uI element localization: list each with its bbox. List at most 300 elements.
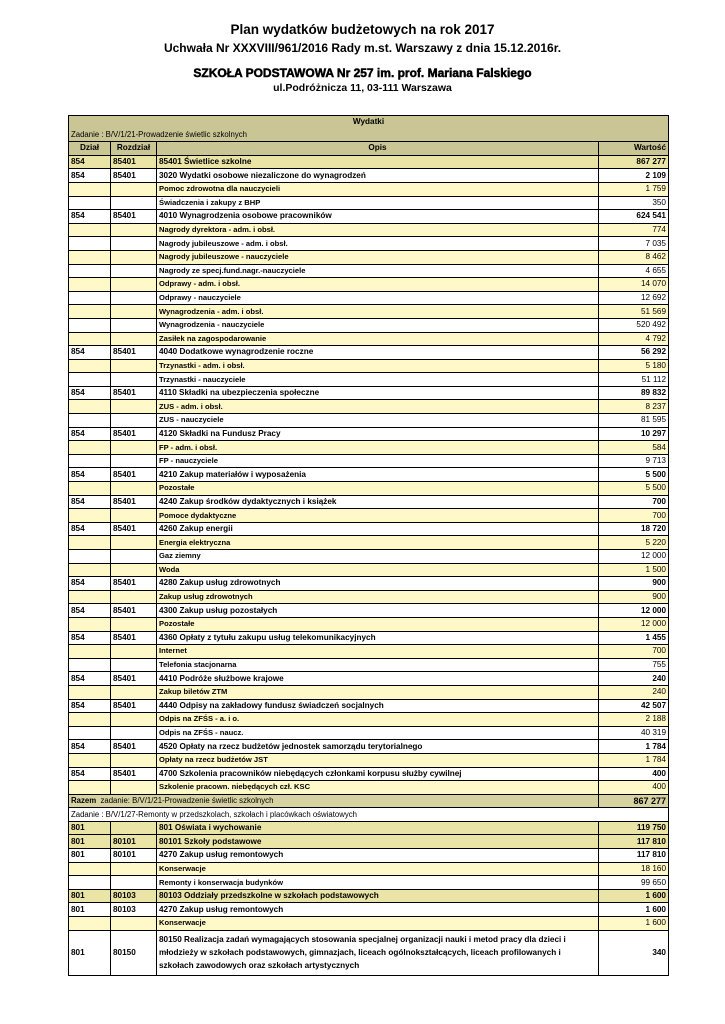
table-row — [69, 590, 669, 604]
cell-rozdzial — [111, 414, 157, 428]
cell-wartosc: 240 — [599, 685, 669, 699]
cell-dzial — [69, 876, 111, 890]
total-word: Razem — [71, 795, 97, 805]
cell-opis: 4260 Zakup energii — [157, 522, 599, 536]
cell-wartosc: 5 500 — [599, 482, 669, 496]
cell-dzial: 854 — [69, 577, 111, 591]
cell-opis: Energia elektryczna — [157, 536, 599, 550]
table-row — [69, 454, 669, 468]
school-name: SZKOŁA PODSTAWOWA Nr 257 im. prof. Mariana Falskiego — [193, 66, 532, 80]
cell-opis: Zakup usług zdrowotnych — [157, 590, 599, 604]
cell-wartosc: 117 810 — [599, 835, 669, 849]
table-title-row — [69, 116, 669, 129]
cell-wartosc: 700 — [599, 509, 669, 523]
cell-dzial: 801 — [69, 835, 111, 849]
cell-wartosc: 1 600 — [599, 917, 669, 931]
cell-dzial — [69, 862, 111, 876]
task-label: Zadanie : B/V/1/27-Remonty w przedszkolach, szkołach i placówkach oświatowych — [69, 808, 669, 822]
cell-rozdzial: 80150 — [111, 930, 157, 975]
cell-rozdzial: 80101 — [111, 849, 157, 863]
cell-dzial — [69, 658, 111, 672]
table-title: Wydatki — [69, 116, 669, 129]
cell-rozdzial: 80103 — [111, 889, 157, 903]
cell-wartosc: 12 000 — [599, 617, 669, 631]
cell-opis: Telefonia stacjonarna — [157, 658, 599, 672]
table-row — [69, 346, 669, 360]
task-row — [69, 129, 669, 142]
cell-dzial: 854 — [69, 699, 111, 713]
cell-dzial: 854 — [69, 210, 111, 224]
cell-opis: 4110 Składki na ubezpieczenia społeczne — [157, 386, 599, 400]
cell-dzial — [69, 563, 111, 577]
cell-wartosc: 1 784 — [599, 753, 669, 767]
cell-rozdzial — [111, 441, 157, 455]
cell-rozdzial: 85401 — [111, 495, 157, 509]
table-row — [69, 332, 669, 346]
cell-wartosc: 700 — [599, 495, 669, 509]
cell-wartosc: 12 692 — [599, 291, 669, 305]
table-row — [69, 862, 669, 876]
cell-opis: Szkolenie pracown. niebędących czł. KSC — [157, 781, 599, 795]
table-row — [69, 550, 669, 564]
cell-rozdzial: 85401 — [111, 604, 157, 618]
cell-opis: Odpis na ZFŚS - naucz. — [157, 726, 599, 740]
cell-dzial: 854 — [69, 346, 111, 360]
cell-dzial — [69, 291, 111, 305]
cell-dzial: 801 — [69, 889, 111, 903]
cell-wartosc: 5 220 — [599, 536, 669, 550]
cell-rozdzial: 85401 — [111, 522, 157, 536]
table-row — [69, 617, 669, 631]
cell-dzial: 801 — [69, 849, 111, 863]
cell-wartosc: 340 — [599, 930, 669, 975]
cell-dzial — [69, 332, 111, 346]
cell-dzial: 854 — [69, 427, 111, 441]
cell-dzial — [69, 223, 111, 237]
table-row — [69, 536, 669, 550]
cell-wartosc: 755 — [599, 658, 669, 672]
cell-wartosc: 400 — [599, 767, 669, 781]
cell-dzial — [69, 917, 111, 931]
cell-wartosc: 2 188 — [599, 713, 669, 727]
table-row — [69, 903, 669, 917]
table-row — [69, 740, 669, 754]
cell-rozdzial: 85401 — [111, 155, 157, 169]
cell-dzial — [69, 645, 111, 659]
cell-opis: Trzynastki - adm. i obsł. — [157, 359, 599, 373]
cell-opis: FP - nauczyciele — [157, 454, 599, 468]
cell-wartosc: 56 292 — [599, 346, 669, 360]
cell-rozdzial — [111, 781, 157, 795]
cell-wartosc: 4 792 — [599, 332, 669, 346]
cell-opis: Odprawy - adm. i obsł. — [157, 278, 599, 292]
cell-dzial — [69, 414, 111, 428]
cell-rozdzial — [111, 237, 157, 251]
cell-rozdzial: 85401 — [111, 346, 157, 360]
cell-wartosc: 12 000 — [599, 550, 669, 564]
cell-opis: 4360 Opłaty z tytułu zakupu usług telekomunikacyjnych — [157, 631, 599, 645]
cell-opis: 4210 Zakup materiałów i wyposażenia — [157, 468, 599, 482]
cell-dzial: 854 — [69, 468, 111, 482]
cell-wartosc: 900 — [599, 590, 669, 604]
cell-opis: 4300 Zakup usług pozostałych — [157, 604, 599, 618]
cell-opis: 80103 Oddziały przedszkolne w szkołach podstawowych — [157, 889, 599, 903]
cell-dzial: 854 — [69, 604, 111, 618]
cell-rozdzial — [111, 250, 157, 264]
cell-rozdzial: 85401 — [111, 468, 157, 482]
cell-rozdzial: 85401 — [111, 767, 157, 781]
cell-rozdzial — [111, 332, 157, 346]
cell-dzial: 854 — [69, 672, 111, 686]
school-address: ul.Podróżnicza 11, 03-111 Warszawa — [273, 82, 452, 94]
task-row — [69, 808, 669, 822]
cell-dzial — [69, 536, 111, 550]
table-row — [69, 264, 669, 278]
table-row — [69, 468, 669, 482]
cell-wartosc: 700 — [599, 645, 669, 659]
table-row — [69, 237, 669, 251]
table-row — [69, 386, 669, 400]
cell-rozdzial: 85401 — [111, 169, 157, 183]
table-row — [69, 876, 669, 890]
cell-dzial: 854 — [69, 169, 111, 183]
cell-wartosc: 8 462 — [599, 250, 669, 264]
cell-dzial: 801 — [69, 821, 111, 835]
cell-opis: 80150 Realizacja zadań wymagających stosowania specjalnej organizacji nauki i metod pracy dla dzieci i młodzieży w szkołach podstawowych, gimnazjach, liceach ogólnokształcących, liceach profilowanych i szkołach zawodowych oraz szkołach artystycznych — [157, 930, 599, 975]
cell-dzial — [69, 685, 111, 699]
cell-wartosc: 10 297 — [599, 427, 669, 441]
cell-opis: Świadczenia i zakupy z BHP — [157, 196, 599, 210]
cell-opis: 4040 Dodatkowe wynagrodzenie roczne — [157, 346, 599, 360]
cell-wartosc: 774 — [599, 223, 669, 237]
cell-dzial: 854 — [69, 631, 111, 645]
cell-wartosc: 1 500 — [599, 563, 669, 577]
cell-wartosc: 9 713 — [599, 454, 669, 468]
cell-dzial: 854 — [69, 495, 111, 509]
table-row — [69, 699, 669, 713]
cell-opis: Gaz ziemny — [157, 550, 599, 564]
cell-rozdzial: 85401 — [111, 210, 157, 224]
cell-dzial — [69, 318, 111, 332]
cell-opis: FP - adm. i obsł. — [157, 441, 599, 455]
cell-dzial — [69, 196, 111, 210]
cell-dzial — [69, 590, 111, 604]
cell-opis: ZUS - nauczyciele — [157, 414, 599, 428]
cell-wartosc: 4 655 — [599, 264, 669, 278]
cell-dzial — [69, 373, 111, 387]
cell-opis: 4440 Odpisy na zakładowy fundusz świadczeń socjalnych — [157, 699, 599, 713]
cell-opis: Konserwacje — [157, 917, 599, 931]
cell-opis: Konserwacje — [157, 862, 599, 876]
cell-opis: 3020 Wydatki osobowe niezaliczone do wynagrodzeń — [157, 169, 599, 183]
cell-wartosc: 119 750 — [599, 821, 669, 835]
cell-rozdzial: 85401 — [111, 672, 157, 686]
cell-rozdzial — [111, 821, 157, 835]
cell-wartosc: 1 600 — [599, 903, 669, 917]
cell-opis: Odprawy - nauczyciele — [157, 291, 599, 305]
cell-rozdzial — [111, 223, 157, 237]
cell-opis: 80101 Szkoły podstawowe — [157, 835, 599, 849]
cell-opis: Pozostałe — [157, 482, 599, 496]
table-row — [69, 631, 669, 645]
cell-dzial — [69, 454, 111, 468]
cell-opis: Nagrody jubileuszowe - nauczyciele — [157, 250, 599, 264]
table-row — [69, 726, 669, 740]
table-row — [69, 563, 669, 577]
cell-dzial — [69, 182, 111, 196]
cell-wartosc: 42 507 — [599, 699, 669, 713]
cell-wartosc: 1 600 — [599, 889, 669, 903]
table-row — [69, 414, 669, 428]
cell-opis: Pomoce dydaktyczne — [157, 509, 599, 523]
cell-rozdzial — [111, 196, 157, 210]
cell-rozdzial: 85401 — [111, 386, 157, 400]
cell-rozdzial — [111, 658, 157, 672]
cell-opis: ZUS - adm. i obsł. — [157, 400, 599, 414]
cell-opis: Trzynastki - nauczyciele — [157, 373, 599, 387]
table-row — [69, 359, 669, 373]
cell-rozdzial — [111, 917, 157, 931]
column-header-rozdzial: Rozdział — [111, 142, 157, 156]
cell-dzial — [69, 509, 111, 523]
cell-wartosc: 1 455 — [599, 631, 669, 645]
cell-dzial — [69, 278, 111, 292]
cell-wartosc: 350 — [599, 196, 669, 210]
cell-dzial — [69, 441, 111, 455]
cell-opis: 4410 Podróże służbowe krajowe — [157, 672, 599, 686]
table-row — [69, 169, 669, 183]
cell-wartosc: 240 — [599, 672, 669, 686]
cell-opis: 4010 Wynagrodzenia osobowe pracowników — [157, 210, 599, 224]
cell-opis: Zasiłek na zagospodarowanie — [157, 332, 599, 346]
cell-opis: Opłaty na rzecz budżetów JST — [157, 753, 599, 767]
cell-rozdzial — [111, 726, 157, 740]
table-row — [69, 250, 669, 264]
table-row — [69, 917, 669, 931]
table-row — [69, 713, 669, 727]
table-row — [69, 400, 669, 414]
cell-wartosc: 18 720 — [599, 522, 669, 536]
cell-wartosc: 5 500 — [599, 468, 669, 482]
cell-rozdzial: 85401 — [111, 740, 157, 754]
cell-opis: Zakup biletów ZTM — [157, 685, 599, 699]
cell-opis: Internet — [157, 645, 599, 659]
cell-dzial: 854 — [69, 155, 111, 169]
cell-opis: 4280 Zakup usług zdrowotnych — [157, 577, 599, 591]
cell-rozdzial — [111, 454, 157, 468]
cell-opis: 4520 Opłaty na rzecz budżetów jednostek samorządu terytorialnego — [157, 740, 599, 754]
table-row — [69, 604, 669, 618]
cell-wartosc: 99 650 — [599, 876, 669, 890]
table-row — [69, 930, 669, 975]
cell-rozdzial — [111, 482, 157, 496]
table-row — [69, 781, 669, 795]
cell-dzial: 854 — [69, 740, 111, 754]
table-row — [69, 522, 669, 536]
cell-dzial — [69, 713, 111, 727]
cell-rozdzial — [111, 400, 157, 414]
expenditure-table — [68, 115, 669, 976]
cell-wartosc: 900 — [599, 577, 669, 591]
table-row — [69, 155, 669, 169]
total-text: zadanie: B/V/1/21-Prowadzenie świetlic szkolnych — [100, 795, 274, 805]
cell-dzial: 854 — [69, 767, 111, 781]
table-row — [69, 753, 669, 767]
cell-wartosc: 8 237 — [599, 400, 669, 414]
cell-rozdzial — [111, 318, 157, 332]
cell-wartosc: 2 109 — [599, 169, 669, 183]
cell-wartosc: 40 319 — [599, 726, 669, 740]
cell-dzial — [69, 400, 111, 414]
cell-rozdzial — [111, 509, 157, 523]
table-row — [69, 672, 669, 686]
cell-opis: 801 Oświata i wychowanie — [157, 821, 599, 835]
cell-rozdzial — [111, 291, 157, 305]
cell-wartosc: 400 — [599, 781, 669, 795]
cell-opis: Odpis na ZFŚS - a. i o. — [157, 713, 599, 727]
table-row — [69, 318, 669, 332]
cell-rozdzial: 80103 — [111, 903, 157, 917]
cell-opis: 4120 Składki na Fundusz Pracy — [157, 427, 599, 441]
cell-rozdzial — [111, 590, 157, 604]
cell-rozdzial — [111, 617, 157, 631]
table-row — [69, 645, 669, 659]
cell-rozdzial — [111, 264, 157, 278]
column-header-wartosc: Wartość — [599, 142, 669, 156]
table-row — [69, 223, 669, 237]
column-header-row — [69, 142, 669, 156]
cell-wartosc: 12 000 — [599, 604, 669, 618]
table-row — [69, 291, 669, 305]
cell-rozdzial — [111, 563, 157, 577]
cell-rozdzial: 85401 — [111, 699, 157, 713]
cell-dzial — [69, 305, 111, 319]
cell-opis: Nagrody ze specj.fund.nagr.-nauczyciele — [157, 264, 599, 278]
cell-wartosc: 18 160 — [599, 862, 669, 876]
cell-wartosc: 51 569 — [599, 305, 669, 319]
column-header-dzial: Dział — [69, 142, 111, 156]
table-row — [69, 767, 669, 781]
cell-dzial: 801 — [69, 903, 111, 917]
table-row — [69, 889, 669, 903]
table-row — [69, 849, 669, 863]
cell-opis: Nagrody jubileuszowe - adm. i obsł. — [157, 237, 599, 251]
total-value: 867 277 — [599, 794, 669, 808]
plan-title: Plan wydatków budżetowych na rok 2017 — [230, 22, 495, 37]
cell-dzial — [69, 617, 111, 631]
table-row — [69, 196, 669, 210]
resolution-line: Uchwała Nr XXXVIII/961/2016 Rady m.st. Warszawy z dnia 15.12.2016r. — [163, 41, 562, 55]
cell-dzial — [69, 359, 111, 373]
cell-opis: Nagrody dyrektora - adm. i obsł. — [157, 223, 599, 237]
cell-wartosc: 1 759 — [599, 182, 669, 196]
cell-rozdzial: 80101 — [111, 835, 157, 849]
cell-opis: Wynagrodzenia - adm. i obsł. — [157, 305, 599, 319]
cell-wartosc: 867 277 — [599, 155, 669, 169]
cell-dzial — [69, 726, 111, 740]
cell-wartosc: 14 070 — [599, 278, 669, 292]
cell-rozdzial — [111, 753, 157, 767]
cell-rozdzial — [111, 182, 157, 196]
cell-wartosc: 1 784 — [599, 740, 669, 754]
table-row — [69, 658, 669, 672]
cell-rozdzial — [111, 876, 157, 890]
cell-rozdzial — [111, 713, 157, 727]
cell-wartosc: 81 595 — [599, 414, 669, 428]
table-row — [69, 577, 669, 591]
cell-rozdzial — [111, 305, 157, 319]
cell-opis: 4270 Zakup usług remontowych — [157, 903, 599, 917]
table-row — [69, 427, 669, 441]
table-row — [69, 182, 669, 196]
table-row — [69, 210, 669, 224]
cell-dzial — [69, 482, 111, 496]
cell-dzial: 801 — [69, 930, 111, 975]
cell-wartosc: 117 810 — [599, 849, 669, 863]
cell-rozdzial — [111, 645, 157, 659]
cell-rozdzial: 85401 — [111, 427, 157, 441]
table-row — [69, 305, 669, 319]
table-row — [69, 685, 669, 699]
cell-opis: Wynagrodzenia - nauczyciele — [157, 318, 599, 332]
cell-wartosc: 89 832 — [599, 386, 669, 400]
cell-rozdzial — [111, 550, 157, 564]
cell-dzial — [69, 264, 111, 278]
cell-wartosc: 624 541 — [599, 210, 669, 224]
cell-wartosc: 520 492 — [599, 318, 669, 332]
table-row — [69, 441, 669, 455]
table-row — [69, 821, 669, 835]
cell-opis: 4270 Zakup usług remontowych — [157, 849, 599, 863]
cell-rozdzial: 85401 — [111, 577, 157, 591]
cell-dzial — [69, 781, 111, 795]
cell-rozdzial — [111, 373, 157, 387]
cell-opis: 85401 Świetlice szkolne — [157, 155, 599, 169]
cell-dzial — [69, 250, 111, 264]
cell-dzial — [69, 753, 111, 767]
table-row — [69, 373, 669, 387]
cell-dzial: 854 — [69, 386, 111, 400]
cell-opis: Pozostałe — [157, 617, 599, 631]
cell-opis: 4240 Zakup środków dydaktycznych i książek — [157, 495, 599, 509]
cell-rozdzial — [111, 278, 157, 292]
table-row — [69, 835, 669, 849]
cell-dzial: 854 — [69, 522, 111, 536]
total-label — [69, 794, 599, 808]
cell-wartosc: 5 180 — [599, 359, 669, 373]
table-row — [69, 509, 669, 523]
cell-rozdzial — [111, 536, 157, 550]
table-row — [69, 482, 669, 496]
task-label: Zadanie : B/V/1/21-Prowadzenie świetlic szkolnych — [69, 129, 669, 142]
cell-rozdzial — [111, 685, 157, 699]
cell-opis: Pomoc zdrowotna dla nauczycieli — [157, 182, 599, 196]
table-row — [69, 495, 669, 509]
cell-rozdzial: 85401 — [111, 631, 157, 645]
cell-opis: 4700 Szkolenia pracowników niebędących członkami korpusu służby cywilnej — [157, 767, 599, 781]
table-row — [69, 278, 669, 292]
cell-opis: Remonty i konserwacja budynków — [157, 876, 599, 890]
column-header-opis: Opis — [157, 142, 599, 156]
cell-wartosc: 584 — [599, 441, 669, 455]
cell-wartosc: 51 112 — [599, 373, 669, 387]
total-row — [69, 794, 669, 808]
cell-dzial — [69, 237, 111, 251]
cell-rozdzial — [111, 359, 157, 373]
cell-dzial — [69, 550, 111, 564]
cell-rozdzial — [111, 862, 157, 876]
cell-wartosc: 7 035 — [599, 237, 669, 251]
